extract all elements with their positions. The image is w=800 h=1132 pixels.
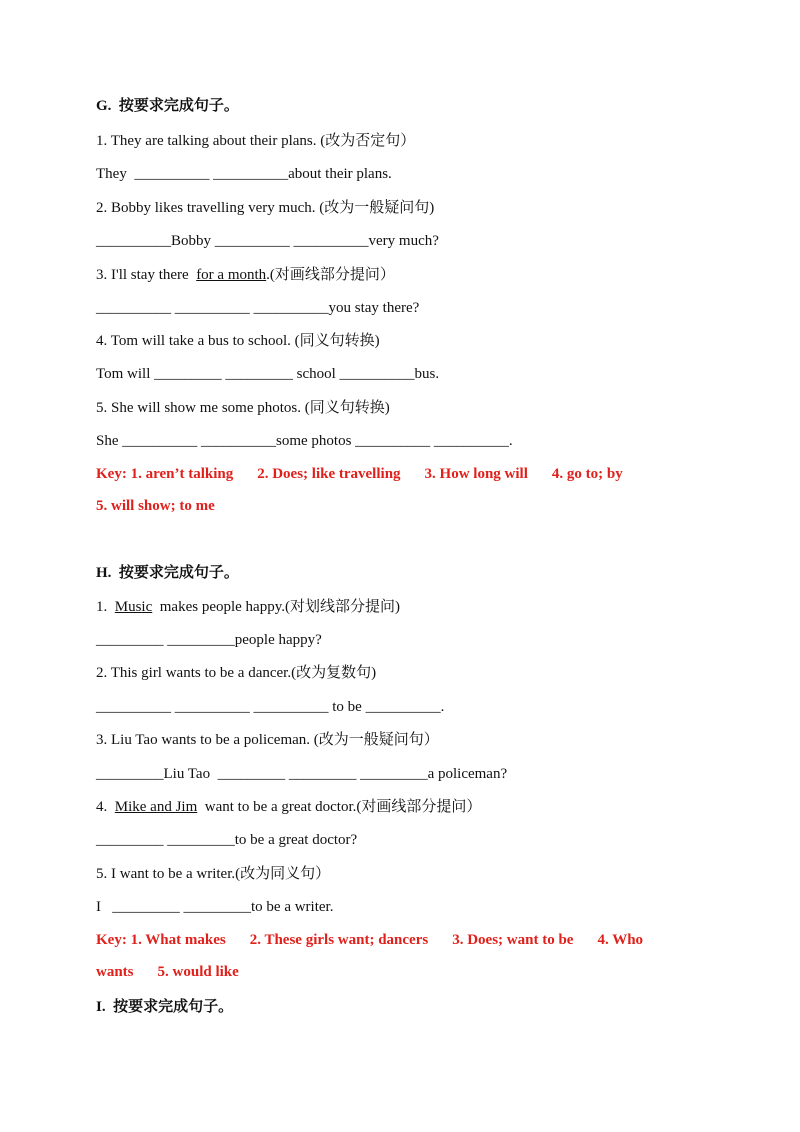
- g-key-line-1: [96, 464, 623, 484]
- h-question-2: 2. This girl wants to be a dancer.(改为复数句): [96, 665, 377, 681]
- h-q1-pre: 1.: [96, 599, 115, 615]
- section-g-title: G. 按要求完成句子。: [96, 98, 239, 114]
- h-answer-5: I _________ _________to be a writer.: [96, 899, 334, 915]
- h-key-1: Key: 1. What makes: [96, 932, 226, 948]
- g-answer-1: They __________ __________about their plans.: [96, 166, 392, 182]
- h-q1-underlined: Music: [114, 599, 153, 615]
- h-answer-2: __________ __________ __________ to be __________.: [96, 699, 445, 715]
- h-q4-post: want to be a great doctor.(对画线部分提问）: [197, 799, 482, 815]
- g-key-1: Key: 1. aren’t talking: [96, 466, 234, 482]
- h-key-line-1: [96, 930, 643, 950]
- h-question-5: 5. I want to be a writer.(改为同义句）: [96, 866, 331, 882]
- h-answer-1: _________ _________people happy?: [96, 632, 322, 648]
- h-key-4-cont: wants: [96, 964, 134, 980]
- section-i-title: I. 按要求完成句子。: [96, 999, 234, 1015]
- h-answer-4: _________ _________to be a great doctor?: [96, 832, 358, 848]
- g-q3-underlined: for a month: [196, 267, 267, 283]
- h-question-3: 3. Liu Tao wants to be a policeman. (改为一般疑问句）: [96, 732, 439, 748]
- h-q4-underlined: Mike and Jim: [114, 799, 198, 815]
- g-question-3: [96, 265, 395, 285]
- section-h-title: H. 按要求完成句子。: [96, 565, 239, 581]
- g-question-2: 2. Bobby likes travelling very much. (改为一般疑问句): [96, 200, 435, 216]
- g-q3-post: .(对画线部分提问）: [266, 267, 395, 283]
- h-key-line-2: [96, 962, 239, 982]
- g-question-1: 1. They are talking about their plans. (改为否定句）: [96, 133, 416, 149]
- g-key-3: 3. How long will: [424, 466, 528, 482]
- h-question-1: [96, 597, 400, 617]
- g-key-line-2: 5. will show; to me: [96, 498, 215, 514]
- h-key-4: 4. Who: [597, 932, 644, 948]
- g-answer-2: __________Bobby __________ __________very much?: [96, 233, 439, 249]
- g-answer-5: She __________ __________some photos __________ __________.: [96, 433, 513, 449]
- g-question-4: 4. Tom will take a bus to school. (同义句转换): [96, 333, 380, 349]
- g-key-4: 4. go to; by: [551, 466, 623, 482]
- g-q3-pre: 3. I'll stay there: [96, 267, 197, 283]
- g-question-5: 5. She will show me some photos. (同义句转换): [96, 400, 390, 416]
- g-key-2: 2. Does; like travelling: [257, 466, 401, 482]
- h-q1-post: makes people happy.(对划线部分提问): [152, 599, 400, 615]
- h-key-2: 2. These girls want; dancers: [249, 932, 429, 948]
- g-answer-3: __________ __________ __________you stay there?: [96, 300, 420, 316]
- h-key-5: 5. would like: [157, 964, 239, 980]
- h-key-3: 3. Does; want to be: [452, 932, 574, 948]
- h-q4-pre: 4.: [96, 799, 115, 815]
- h-question-4: [96, 797, 481, 817]
- g-answer-4: Tom will _________ _________ school __________bus.: [96, 366, 440, 382]
- h-answer-3: _________Liu Tao _________ _________ _________a policeman?: [96, 766, 508, 782]
